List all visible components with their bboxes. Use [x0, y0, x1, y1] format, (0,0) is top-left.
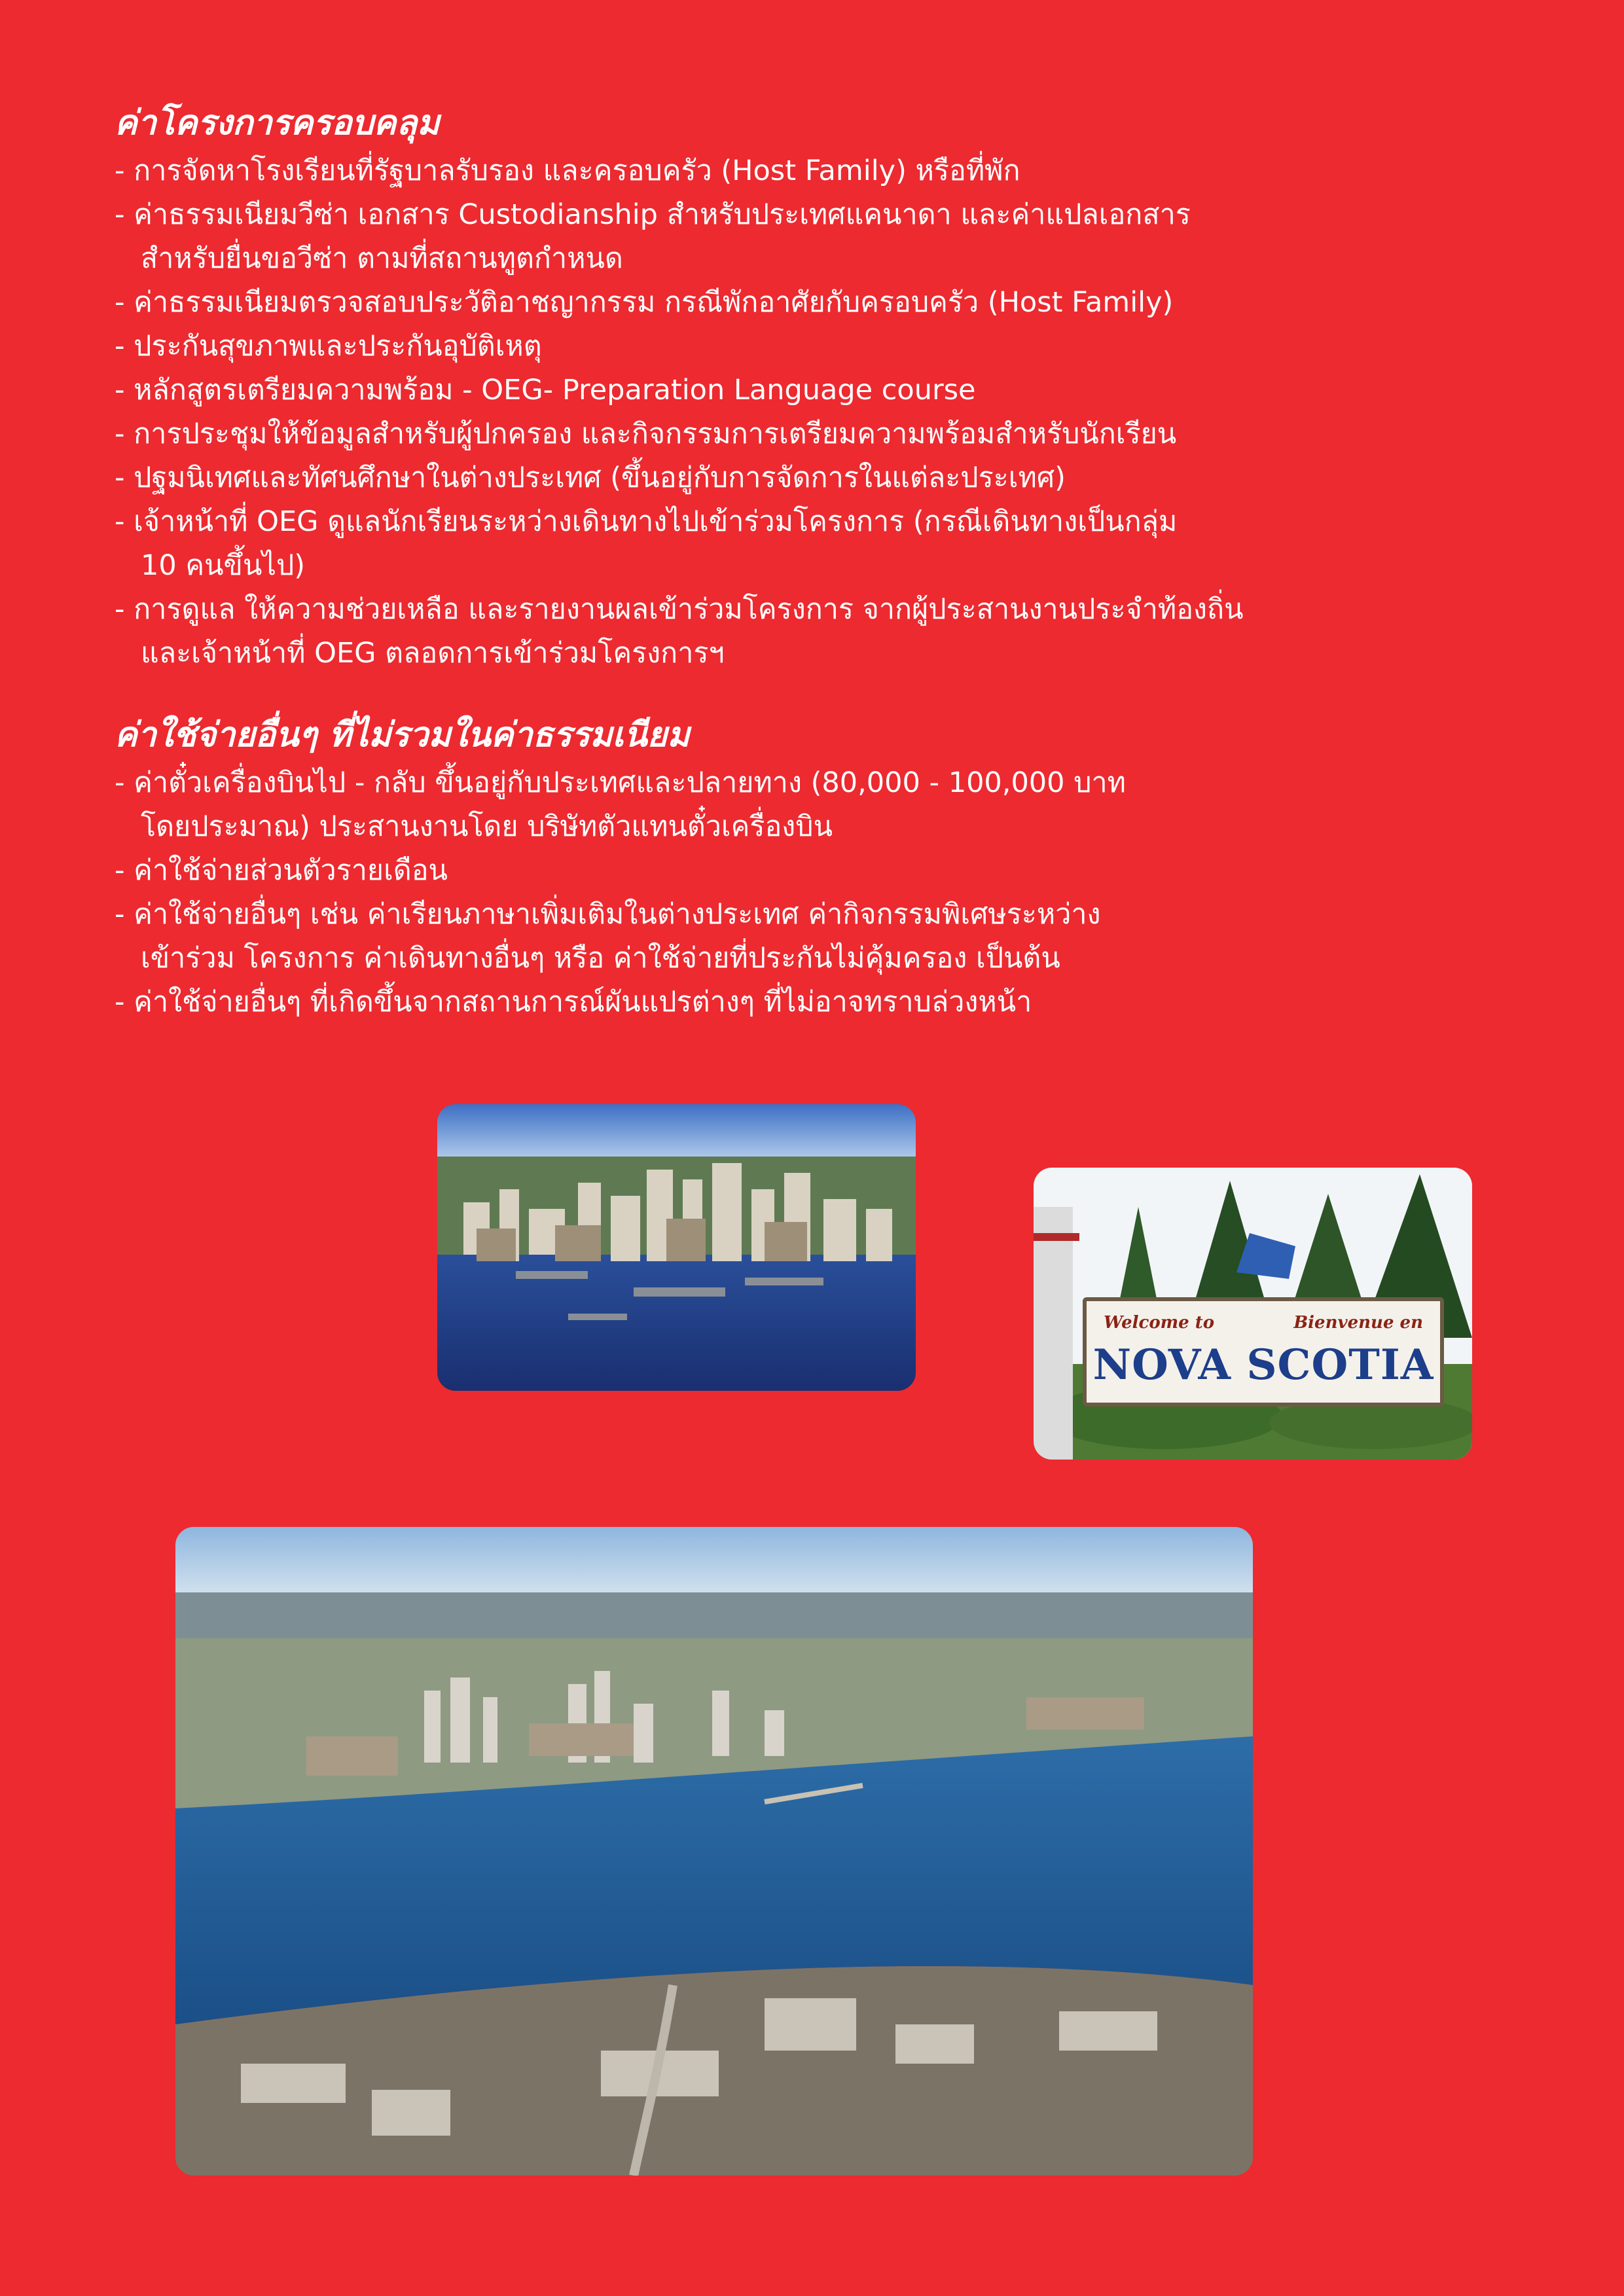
included-heading: ค่าโครงการครอบคลุม: [115, 103, 440, 143]
list-item: [115, 761, 1522, 849]
list-item-continuation: และเจ้าหน้าที่ OEG ตลอดการเข้าร่วมโครงการฯ: [141, 637, 725, 670]
list-item: [115, 193, 1522, 281]
city-skyline-photo: [437, 1104, 916, 1391]
excluded-section: [115, 710, 1522, 1024]
aerial-harbour-photo: [175, 1527, 1253, 2176]
list-item-continuation: สำหรับยื่นขอวีซ่า ตามที่สถานทูตกำหนด: [141, 242, 623, 275]
list-item-text: - ค่าใช้จ่ายส่วนตัวรายเดือน: [115, 854, 448, 887]
sign-bienvenue-text: Bienvenue en: [1293, 1313, 1423, 1333]
list-item-text: - ค่าธรรมเนียมตรวจสอบประวัติอาชญากรรม กรณีพักอาศัยกับครอบครัว (Host Family): [115, 286, 1174, 319]
list-item-continuation: เข้าร่วม โครงการ ค่าเดินทางอื่นๆ หรือ ค่าใช้จ่ายที่ประกันไม่คุ้มครอง เป็นต้น: [141, 942, 1060, 975]
list-item-continuation: 10 คนขึ้นไป): [141, 549, 306, 582]
list-item-text: - การจัดหาโรงเรียนที่รัฐบาลรับรอง และครอบครัว (Host Family) หรือที่พัก: [115, 154, 1020, 187]
list-item-continuation: โดยประมาณ) ประสานงานโดย บริษัทตัวแทนตั๋วเครื่องบิน: [141, 810, 833, 843]
list-item-text: - การประชุมให้ข้อมูลสำหรับผู้ปกครอง และกิจกรรมการเตรียมความพร้อมสำหรับนักเรียน: [115, 418, 1177, 450]
list-item: [115, 849, 1522, 893]
list-item-text: - ประกันสุขภาพและประกันอุบัติเหตุ: [115, 330, 542, 363]
list-item: [115, 500, 1522, 588]
list-item: [115, 281, 1522, 325]
list-item: [115, 456, 1522, 500]
list-item-text: - ค่าธรรมเนียมวีซ่า เอกสาร Custodianship สำหรับประเทศแคนาดา และค่าแปลเอกสาร: [115, 198, 1191, 231]
list-item: [115, 588, 1522, 675]
included-section: [115, 98, 1522, 675]
sign-welcome-text: Welcome to: [1104, 1313, 1215, 1333]
list-item-text: - หลักสูตรเตรียมความพร้อม - OEG- Preparation Language course: [115, 374, 976, 406]
list-item: [115, 368, 1522, 412]
list-item: [115, 412, 1522, 456]
list-item-text: - ค่าใช้จ่ายอื่นๆ ที่เกิดขึ้นจากสถานการณ์ผันแปรต่างๆ ที่ไม่อาจทราบล่วงหน้า: [115, 986, 1032, 1018]
sign-main-text: NOVA SCOTIA: [1092, 1340, 1434, 1390]
nova-scotia-sign-photo: [1034, 1168, 1472, 1460]
list-item: [115, 325, 1522, 368]
list-item-text: - ปฐมนิเทศและทัศนศึกษาในต่างประเทศ (ขึ้นอยู่กับการจัดการในแต่ละประเทศ): [115, 461, 1066, 494]
list-item: [115, 893, 1522, 980]
list-item-text: - การดูแล ให้ความช่วยเหลือ และรายงานผลเข้าร่วมโครงการ จากผู้ประสานงานประจำท้องถิ่น: [115, 593, 1244, 626]
list-item: [115, 980, 1522, 1024]
excluded-list: [115, 761, 1522, 1024]
welcome-sign: [1083, 1297, 1444, 1407]
excluded-heading: ค่าใช้จ่ายอื่นๆ ที่ไม่รวมในค่าธรรมเนียม: [115, 715, 690, 755]
list-item-text: - ค่าตั๋วเครื่องบินไป - กลับ ขึ้นอยู่กับประเทศและปลายทาง (80,000 - 100,000 บาท: [115, 766, 1126, 799]
list-item-text: - ค่าใช้จ่ายอื่นๆ เช่น ค่าเรียนภาษาเพิ่มเติมในต่างประเทศ ค่ากิจกรรมพิเศษระหว่าง: [115, 898, 1101, 931]
list-item: [115, 149, 1522, 193]
list-item-text: - เจ้าหน้าที่ OEG ดูแลนักเรียนระหว่างเดินทางไปเข้าร่วมโครงการ (กรณีเดินทางเป็นกลุ่ม: [115, 505, 1178, 538]
included-list: [115, 149, 1522, 675]
